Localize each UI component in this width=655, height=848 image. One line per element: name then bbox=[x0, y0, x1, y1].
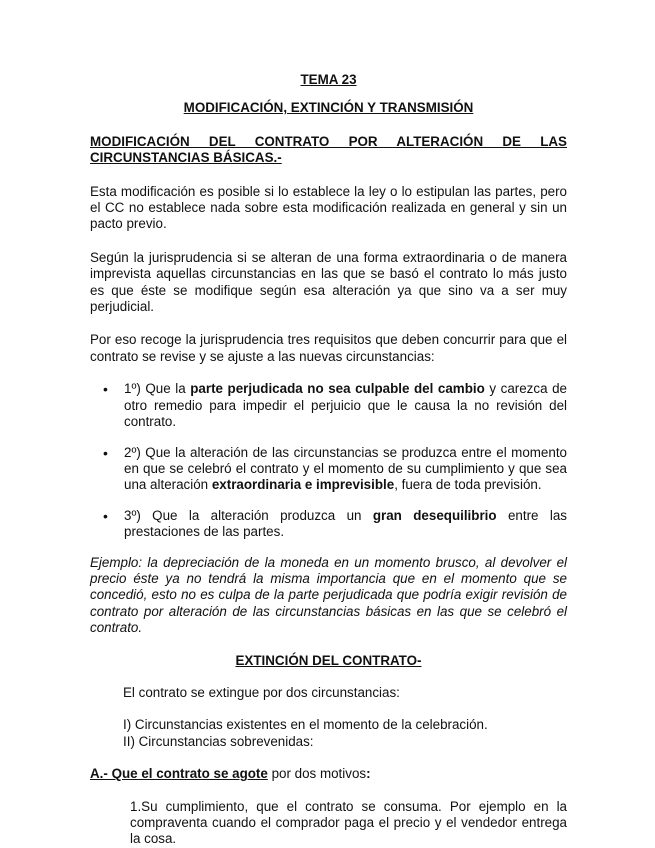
document-page bbox=[90, 72, 567, 848]
subsection-a-heading: A.- Que el contrato se agote por dos motivos: bbox=[90, 766, 371, 782]
list-item: • 2º) Que la alteración de las circunstancias se produzca entre el momento en que se celebró el contrato y el momento de su cumplimiento y que sea una alteración extraordinaria e imprevisible, fuera de toda previsión. bbox=[90, 445, 567, 494]
list-item: • 1º) Que la parte perjudicada no sea culpable del cambio y carezca de otro remedio para impedir el perjuicio que le causa la no revisión del contrato. bbox=[90, 381, 567, 430]
section-heading-line1: MODIFICACIÓN DEL CONTRATO POR ALTERACIÓN DE LAS bbox=[90, 133, 567, 149]
tema-number: TEMA 23 bbox=[300, 72, 357, 87]
paragraph-modificacion-intro: Esta modificación es posible si lo establece la ley o lo estipulan las partes, pero el CC no establece nada sobre esta modificación realizada en general y sin un pacto previo. bbox=[90, 183, 567, 232]
extincion-item-2: II) Circunstancias sobrevenidas: bbox=[123, 733, 314, 749]
main-title: MODIFICACIÓN, EXTINCIÓN Y TRANSMISIÓN bbox=[183, 100, 474, 116]
subsection-a-title: A.- Que el contrato se agote bbox=[90, 766, 268, 782]
section-heading-line2: CIRCUNSTANCIAS BÁSICAS.- bbox=[90, 150, 282, 166]
numbered-item-1: 1.Su cumplimiento, que el contrato se consuma. Por ejemplo en la compraventa cuando el comprador paga el precio y el vendedor entrega la cosa. bbox=[130, 798, 567, 847]
list-item: • 3º) Que la alteración produzca un gran desequilibrio entre las prestaciones de las partes. bbox=[90, 508, 567, 541]
section-heading-modificacion bbox=[90, 134, 567, 167]
section-heading-extincion: EXTINCIÓN DEL CONTRATO- bbox=[235, 652, 422, 668]
example-paragraph: Ejemplo: la depreciación de la moneda en un momento brusco, al devolver el precio éste ya no tendrá la misma importancia que en el momento que se concedió, esto no es culpa de la parte perjudicada que podría exigir revisión de contrato por alteración de las circunstancias básicas en las que se celebró el contrato. bbox=[90, 554, 567, 636]
extincion-item-1: I) Circunstancias existentes en el momento de la celebración. bbox=[123, 717, 488, 733]
paragraph-requisitos-intro: Por eso recoge la jurisprudencia tres requisitos que deben concurrir para que el contrato se revise y se ajuste a las nuevas circunstancias: bbox=[90, 332, 567, 364]
extincion-intro: El contrato se extingue por dos circunstancias: bbox=[123, 684, 400, 700]
paragraph-jurisprudencia: Según la jurisprudencia si se alteran de una forma extraordinaria o de manera imprevista aquellas circunstancias en las que se basó el contrato lo más justo es que éste se modifique según esa alteración ya que sino va a ser muy perjudicial. bbox=[90, 249, 567, 315]
requirements-list bbox=[90, 381, 567, 540]
